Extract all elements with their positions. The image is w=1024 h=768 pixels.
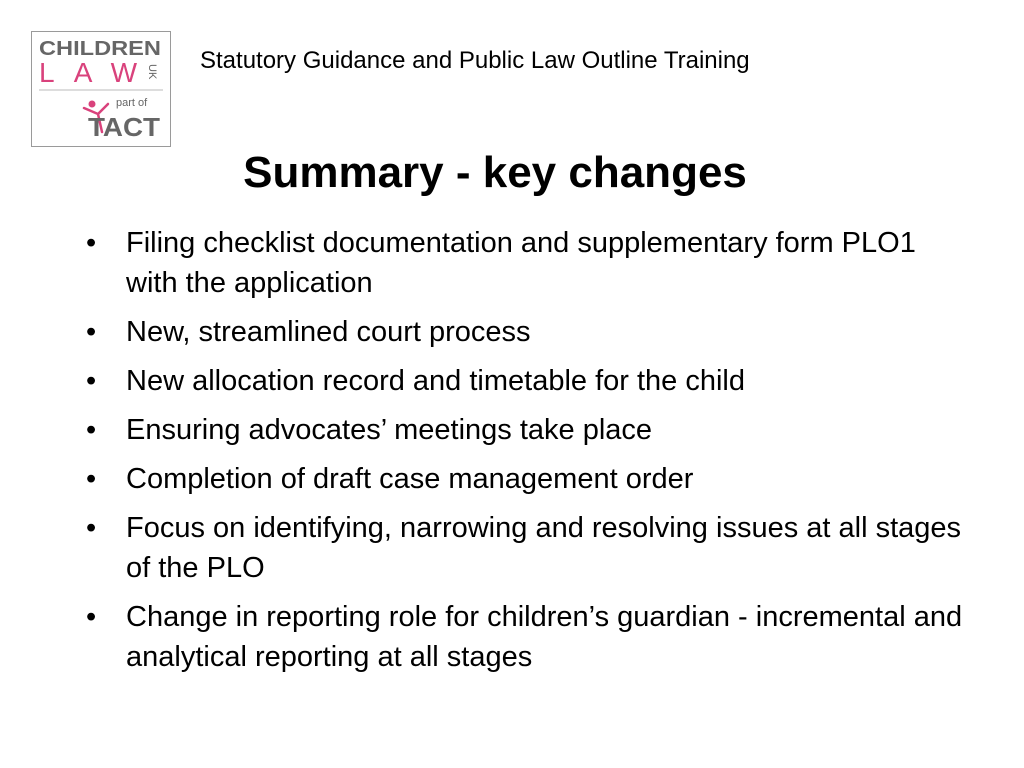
- header-title: Statutory Guidance and Public Law Outline Training: [200, 47, 750, 74]
- slide-title: Summary - key changes: [243, 148, 747, 197]
- logo-tact-text: TACT: [88, 112, 161, 142]
- logo-graphic: [32, 32, 170, 146]
- bullet-list: [86, 223, 966, 686]
- bullet-marker: •: [86, 601, 97, 633]
- logo-part-of-text: part of: [116, 97, 148, 109]
- bullet-marker: •: [86, 414, 97, 446]
- bullet-text: Completion of draft case management order: [126, 463, 694, 495]
- children-law-uk-logo: [31, 31, 171, 147]
- bullet-text: New allocation record and timetable for the child: [126, 365, 745, 397]
- bullet-text: Filing checklist documentation and supplementary form PLO1 with the application: [126, 227, 916, 299]
- bullet-text: Change in reporting role for children’s guardian - incremental and analytical reporting at all stages: [126, 601, 963, 673]
- logo-uk-text: UK: [146, 64, 158, 80]
- bullet-item: [86, 312, 966, 352]
- bullet-item: [86, 597, 966, 677]
- bullet-item: [86, 459, 966, 499]
- bullet-item: [86, 361, 966, 401]
- logo-children-text: CHILDREN: [39, 38, 161, 60]
- bullet-text: New, streamlined court process: [126, 316, 531, 348]
- bullet-item: [86, 223, 966, 303]
- bullet-item: [86, 508, 966, 588]
- bullet-marker: •: [86, 512, 97, 544]
- bullet-marker: •: [86, 365, 97, 397]
- bullet-text: Focus on identifying, narrowing and resolving issues at all stages of the PLO: [126, 512, 962, 584]
- logo-law-text: LAW: [39, 57, 137, 88]
- bullet-text: Ensuring advocates’ meetings take place: [126, 414, 653, 446]
- bullet-marker: •: [86, 227, 97, 259]
- bullet-marker: •: [86, 316, 97, 348]
- bullet-item: [86, 410, 966, 450]
- bullet-marker: •: [86, 463, 97, 495]
